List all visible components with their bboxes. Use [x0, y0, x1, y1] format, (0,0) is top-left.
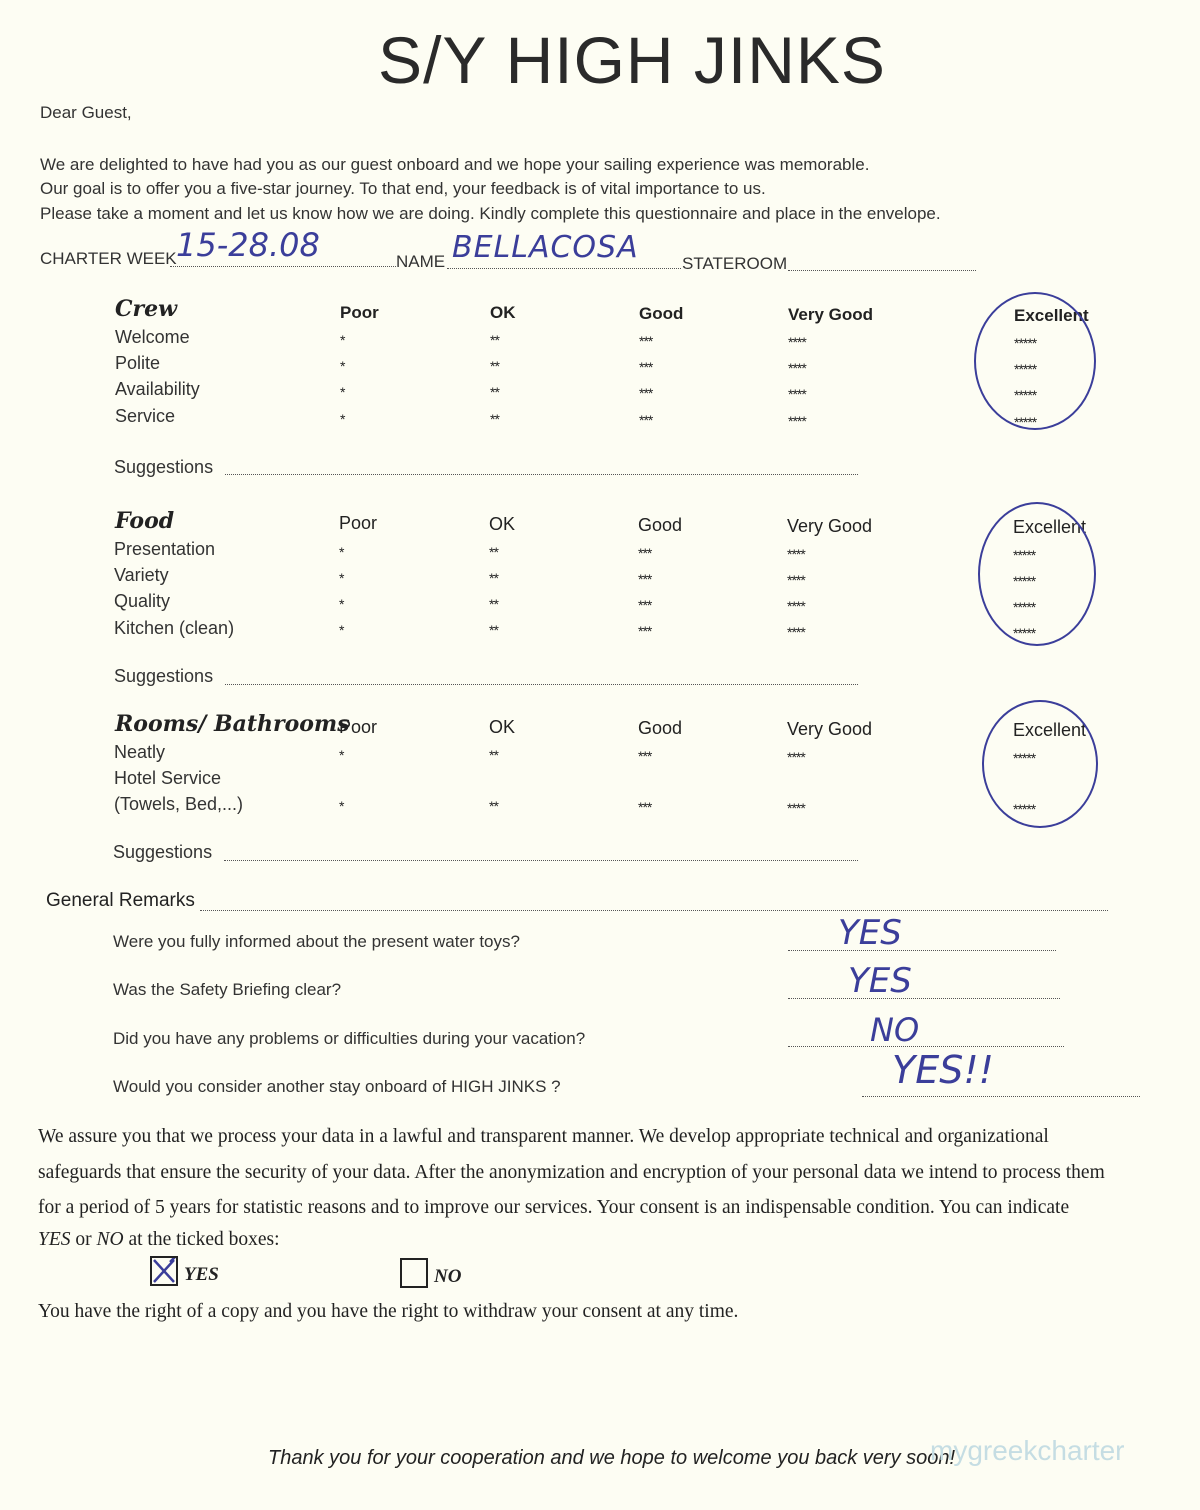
rating-star[interactable]: ***	[638, 571, 652, 587]
row-label: Kitchen (clean)	[114, 618, 235, 638]
answer-value: YES	[848, 961, 912, 1001]
general-remarks-field[interactable]	[200, 910, 1108, 911]
general-remarks-label: General Remarks	[46, 890, 195, 911]
col-excellent: Excellent	[1013, 517, 1087, 537]
col-very-good: Very Good	[787, 719, 873, 739]
question-text: Would you consider another stay onboard of HIGH JINKS ?	[113, 1077, 561, 1096]
rating-star[interactable]: *	[339, 622, 344, 638]
consent-or-word: or	[75, 1229, 92, 1250]
rating-star[interactable]: **	[489, 544, 498, 560]
row-label: Variety	[114, 565, 169, 585]
rating-star[interactable]: *****	[1014, 335, 1037, 351]
rating-star[interactable]: ***	[638, 799, 652, 815]
col-very-good: Very Good	[787, 516, 873, 536]
intro-line-2: Our goal is to offer you a five-star journey. To that end, your feedback is of vital importance to us.	[40, 179, 766, 198]
answer-field[interactable]	[788, 1046, 1064, 1047]
rating-star[interactable]: **	[490, 411, 499, 427]
rating-star[interactable]: ****	[788, 386, 806, 402]
rating-star[interactable]: *****	[1013, 547, 1036, 563]
row-label: Welcome	[115, 327, 190, 347]
section-title-rooms: Rooms/ Bathrooms	[115, 711, 350, 737]
name-label: NAME	[396, 252, 446, 271]
col-ok: OK	[489, 717, 516, 737]
rating-star[interactable]: *	[340, 332, 345, 348]
col-poor: Poor	[339, 513, 378, 533]
intro-line-1: We are delighted to have had you as our guest onboard and we hope your sailing experience was memorable.	[40, 155, 870, 174]
stateroom-field[interactable]	[788, 270, 976, 271]
answer-field[interactable]	[788, 950, 1056, 951]
intro-line-3: Please take a moment and let us know how we are doing. Kindly complete this questionnaire and place in the envelope.	[40, 204, 941, 223]
answer-field[interactable]	[788, 998, 1060, 999]
question-text: Were you fully informed about the present water toys?	[113, 932, 520, 951]
section-title-crew: Crew	[115, 296, 178, 322]
consent-yes-word: YES	[38, 1229, 71, 1250]
rating-star[interactable]: *****	[1013, 750, 1036, 766]
col-very-good: Very Good	[788, 305, 874, 324]
charter-week-value[interactable]: 15-28.08	[176, 226, 320, 264]
question-text: Did you have any problems or difficulties during your vacation?	[113, 1029, 586, 1048]
consent-no-word: NO	[96, 1229, 124, 1250]
rating-star[interactable]: ***	[639, 359, 653, 375]
rating-star[interactable]: *	[340, 411, 345, 427]
rating-star[interactable]: **	[489, 622, 498, 638]
suggestions-field[interactable]	[225, 684, 858, 685]
col-poor: Poor	[340, 303, 379, 322]
answer-value: NO	[870, 1011, 920, 1049]
greeting: Dear Guest,	[40, 103, 132, 122]
consent-yes-checkbox[interactable]	[150, 1256, 178, 1286]
rating-star[interactable]: ****	[787, 598, 805, 614]
watermark-logo: mygreekcharter	[930, 1435, 1125, 1466]
question-text: Was the Safety Briefing clear?	[113, 980, 342, 999]
section-title-food: Food	[115, 508, 175, 534]
rating-star[interactable]: ***	[638, 623, 652, 639]
rating-star[interactable]: ***	[639, 412, 653, 428]
col-good: Good	[638, 718, 683, 738]
rating-star[interactable]: *	[340, 358, 345, 374]
rating-star[interactable]: ***	[639, 385, 653, 401]
rating-star[interactable]: *	[339, 544, 344, 560]
rating-star[interactable]: ****	[787, 546, 805, 562]
suggestions-label: Suggestions	[114, 666, 214, 686]
suggestions-field[interactable]	[224, 860, 858, 861]
row-label: Polite	[115, 353, 161, 373]
rating-star[interactable]: ***	[638, 748, 652, 764]
answer-value: YES!!	[892, 1048, 994, 1092]
rating-star[interactable]: **	[490, 358, 499, 374]
answer-value: YES	[838, 913, 902, 953]
rating-star[interactable]: ****	[787, 572, 805, 588]
row-label: Presentation	[114, 539, 216, 559]
row-label: (Towels, Bed,...)	[114, 794, 244, 814]
rating-star[interactable]: **	[490, 332, 499, 348]
stateroom-label: STATEROOM	[682, 254, 788, 273]
rating-star[interactable]: *****	[1014, 414, 1037, 430]
col-poor: Poor	[339, 717, 378, 737]
rating-star[interactable]: ***	[638, 545, 652, 561]
row-label: Hotel Service	[114, 768, 222, 788]
suggestions-label: Suggestions	[113, 842, 213, 862]
rating-star[interactable]: *	[339, 570, 344, 586]
selection-circle	[974, 292, 1096, 430]
rating-star[interactable]: *	[340, 384, 345, 400]
rating-star[interactable]: *	[339, 798, 344, 814]
rating-star[interactable]: ***	[638, 597, 652, 613]
rating-star[interactable]: ***	[639, 333, 653, 349]
rating-star[interactable]: **	[489, 596, 498, 612]
rating-star[interactable]: *	[339, 596, 344, 612]
rating-star[interactable]: ****	[787, 624, 805, 640]
rating-star[interactable]: *****	[1013, 599, 1036, 615]
consent-tail: at the ticked boxes:	[128, 1229, 280, 1250]
suggestions-field[interactable]	[225, 474, 858, 475]
page-title: S/Y HIGH JINKS	[378, 23, 886, 97]
charter-week-label: CHARTER WEEK	[40, 249, 177, 268]
col-ok: OK	[490, 303, 516, 322]
rating-star[interactable]: *****	[1013, 573, 1036, 589]
answer-field[interactable]	[862, 1096, 1140, 1097]
rating-star[interactable]: **	[489, 570, 498, 586]
rating-star[interactable]: ****	[788, 334, 806, 350]
rating-star[interactable]: **	[489, 747, 498, 763]
col-ok: OK	[489, 514, 516, 534]
rating-star[interactable]: *****	[1013, 801, 1036, 817]
rating-star[interactable]: ****	[788, 360, 806, 376]
col-good: Good	[639, 304, 684, 323]
rating-star[interactable]: ****	[787, 749, 805, 765]
consent-yes-label: YES	[184, 1264, 219, 1285]
consent-line-3: for a period of 5 years for statistic reasons and to improve our services. Your consent is an indispensable condition. You can indicate	[38, 1197, 1070, 1218]
footer-thanks: Thank you for your cooperation and we hope to welcome you back very soon!	[268, 1447, 956, 1469]
selection-circle	[982, 700, 1098, 828]
consent-rights: You have the right of a copy and you have the right to withdraw your consent at any time.	[38, 1301, 739, 1322]
consent-no-label: NO	[434, 1266, 462, 1287]
rating-star[interactable]: **	[490, 384, 499, 400]
row-label: Neatly	[114, 742, 166, 762]
rating-star[interactable]: ****	[788, 413, 806, 429]
rating-star[interactable]: ****	[787, 800, 805, 816]
consent-line-4	[38, 1229, 280, 1251]
row-label: Availability	[115, 379, 200, 399]
consent-line-1: We assure you that we process your data in a lawful and transparent manner. We develop appropriate technical and organizational	[38, 1126, 1049, 1147]
rating-star[interactable]: **	[489, 798, 498, 814]
rating-star[interactable]: *****	[1013, 625, 1036, 641]
consent-no-checkbox[interactable]	[400, 1258, 428, 1288]
col-excellent: Excellent	[1014, 306, 1089, 325]
rating-star[interactable]: *****	[1014, 361, 1037, 377]
rating-star[interactable]: *	[339, 747, 344, 763]
name-value[interactable]: BELLACOSA	[452, 230, 639, 265]
col-good: Good	[638, 515, 683, 535]
row-label: Service	[115, 406, 176, 426]
rating-star[interactable]: *****	[1014, 387, 1037, 403]
suggestions-label: Suggestions	[114, 457, 214, 477]
row-label: Quality	[114, 591, 171, 611]
selection-circle	[978, 502, 1096, 646]
consent-line-2: safeguards that ensure the security of your data. After the anonymization and encryption of your personal data we intend to process them	[38, 1162, 1105, 1183]
check-mark-icon	[152, 1258, 176, 1284]
col-excellent: Excellent	[1013, 720, 1087, 740]
